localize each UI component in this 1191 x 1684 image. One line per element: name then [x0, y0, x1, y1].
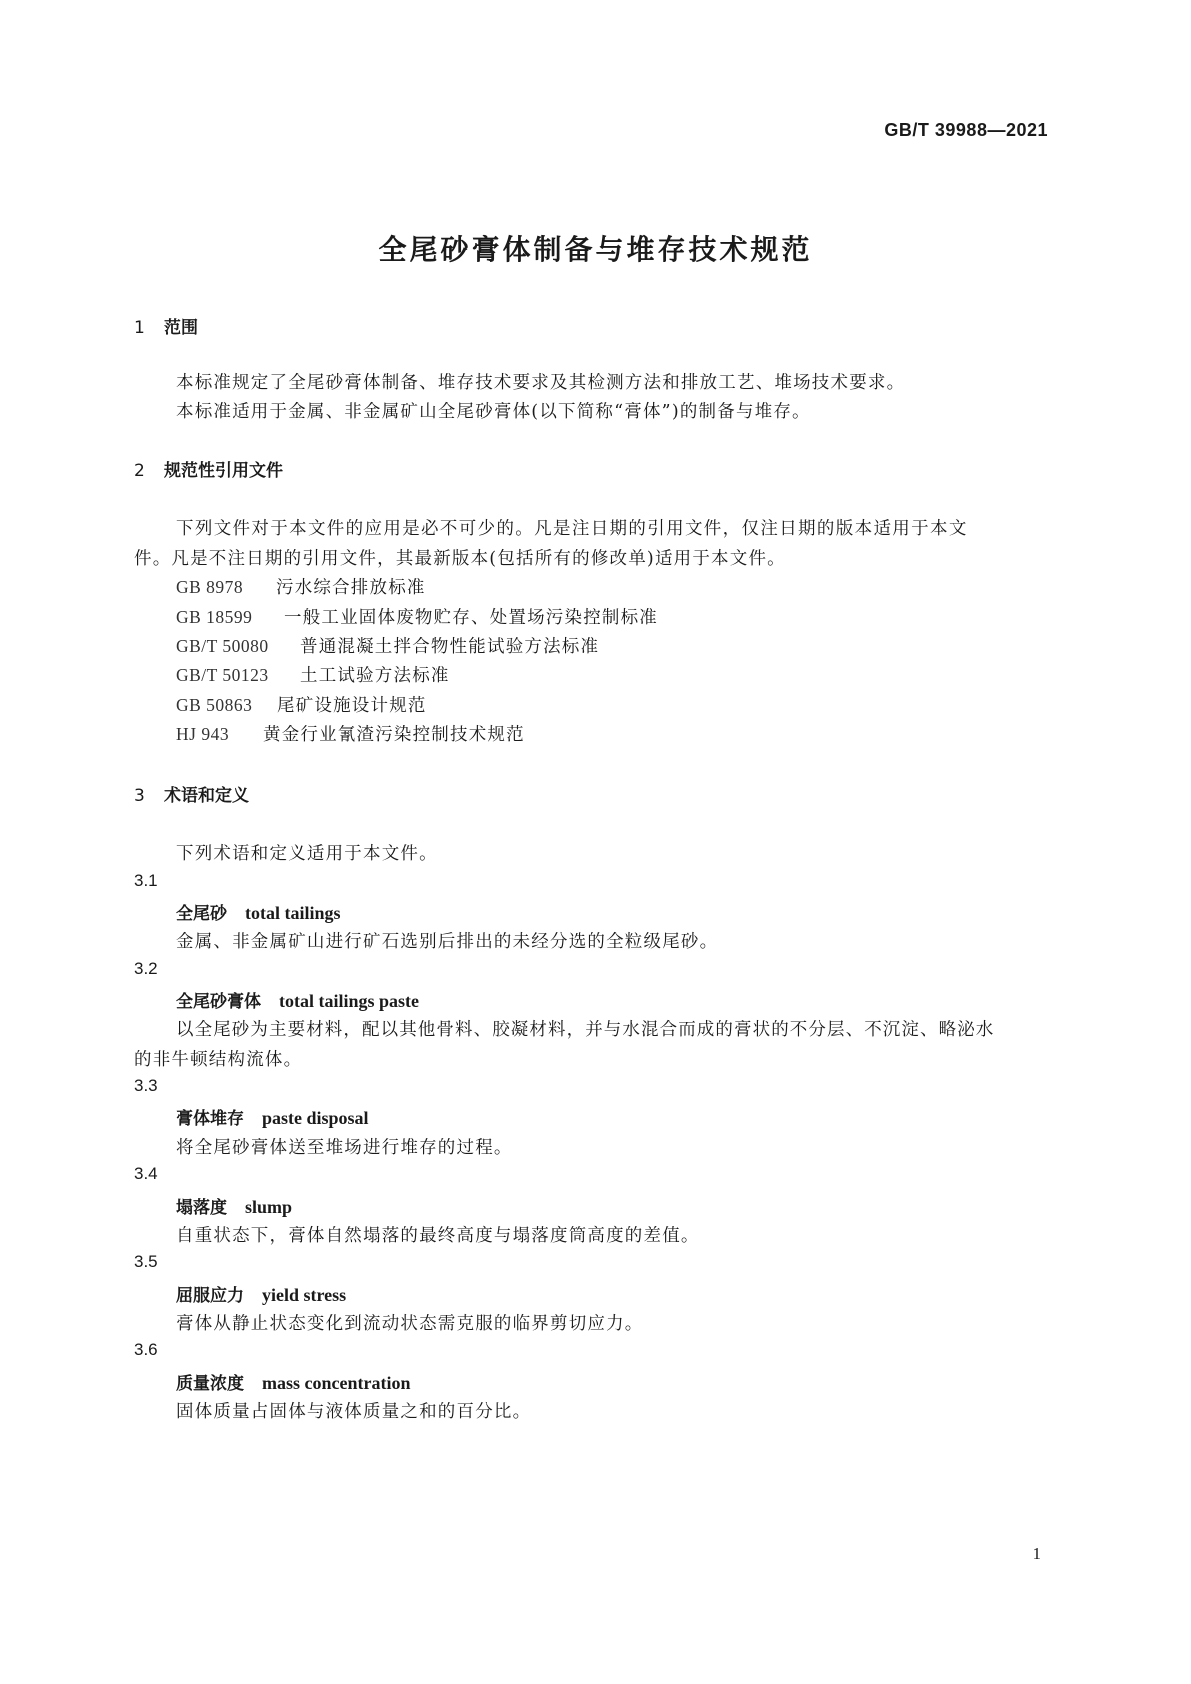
- paragraph: 本标准规定了全尾砂膏体制备、堆存技术要求及其检测方法和排放工艺、堆场技术要求。: [176, 373, 906, 393]
- reference-title: 尾矿设施设计规范: [277, 696, 427, 716]
- term-definition: 将全尾砂膏体送至堆场进行堆存的过程。: [176, 1138, 513, 1158]
- term-zh: 质量浓度: [176, 1374, 244, 1394]
- section-2-heading: [134, 456, 283, 481]
- section-title: 规范性引用文件: [164, 461, 283, 481]
- reference-item: [176, 574, 426, 599]
- reference-item: [176, 633, 599, 658]
- term-zh: 塌落度: [176, 1198, 227, 1218]
- term-number: 3.1: [134, 871, 158, 890]
- term-definition: 以全尾砂为主要材料，配以其他骨料、胶凝材料，并与水混合而成的膏状的不分层、不沉淀、略泌水: [176, 1020, 995, 1040]
- term-zh: 全尾砂膏体: [176, 992, 261, 1012]
- term-en: total tailings paste: [279, 991, 420, 1011]
- term-en: mass concentration: [262, 1373, 411, 1393]
- section-number: 1: [134, 318, 145, 338]
- page-number: 1: [1032, 1544, 1041, 1563]
- term-definition: 自重状态下，膏体自然塌落的最终高度与塌落度筒高度的差值。: [176, 1226, 700, 1246]
- reference-code: GB 8978: [176, 577, 244, 597]
- term-number: 3.2: [134, 959, 158, 978]
- reference-code: GB 18599: [176, 607, 253, 627]
- term-en: slump: [245, 1197, 293, 1217]
- term-number: 3.6: [134, 1340, 158, 1359]
- term-definition: 金属、非金属矿山进行矿石选别后排出的未经分选的全粒级尾砂。: [176, 932, 719, 952]
- term-en: total tailings: [245, 903, 341, 923]
- term-heading: [176, 1193, 292, 1218]
- reference-title: 土工试验方法标准: [300, 666, 450, 686]
- reference-title: 普通混凝土拌合物性能试验方法标准: [300, 637, 600, 657]
- term-zh: 膏体堆存: [176, 1109, 244, 1129]
- section-title: 术语和定义: [164, 786, 249, 806]
- reference-code: GB 50863: [176, 695, 253, 715]
- reference-code: HJ 943: [176, 724, 230, 744]
- term-definition: 膏体从静止状态变化到流动状态需克服的临界剪切应力。: [176, 1314, 644, 1334]
- term-en: paste disposal: [262, 1108, 369, 1128]
- reference-title: 一般工业固体废物贮存、处置场污染控制标准: [284, 608, 658, 628]
- section-1-heading: [134, 313, 198, 338]
- term-en: yield stress: [262, 1285, 347, 1305]
- term-heading: [176, 1281, 346, 1306]
- paragraph: 本标准适用于金属、非金属矿山全尾砂膏体(以下简称“膏体”)的制备与堆存。: [176, 402, 811, 422]
- reference-item: [176, 604, 658, 629]
- standard-number: GB/T 39988—2021: [884, 120, 1048, 140]
- reference-item: [176, 721, 525, 746]
- term-number: 3.3: [134, 1076, 158, 1095]
- term-heading: [176, 899, 341, 924]
- reference-item: [176, 662, 450, 687]
- document-title: 全尾砂膏体制备与堆存技术规范: [378, 233, 813, 266]
- term-number: 3.4: [134, 1164, 158, 1183]
- term-heading: [176, 1104, 369, 1129]
- section-number: 3: [134, 786, 145, 806]
- section-3-heading: [134, 781, 249, 806]
- term-heading: [176, 987, 419, 1012]
- reference-title: 污水综合排放标准: [276, 578, 426, 598]
- term-heading: [176, 1369, 410, 1394]
- term-number: 3.5: [134, 1252, 158, 1271]
- section-title: 范围: [164, 318, 198, 338]
- term-zh: 屈服应力: [176, 1286, 244, 1306]
- term-definition: 的非牛顿结构流体。: [134, 1050, 303, 1070]
- section-number: 2: [134, 461, 145, 481]
- reference-item: [176, 692, 427, 717]
- reference-code: GB/T 50123: [176, 665, 269, 685]
- reference-code: GB/T 50080: [176, 636, 269, 656]
- paragraph: 下列术语和定义适用于本文件。: [176, 844, 438, 864]
- reference-title: 黄金行业氰渣污染控制技术规范: [263, 725, 525, 745]
- paragraph: 件。凡是不注日期的引用文件，其最新版本(包括所有的修改单)适用于本文件。: [134, 549, 786, 569]
- paragraph: 下列文件对于本文件的应用是必不可少的。凡是注日期的引用文件，仅注日期的版本适用于本文: [176, 519, 968, 539]
- term-zh: 全尾砂: [176, 904, 227, 924]
- term-definition: 固体质量占固体与液体质量之和的百分比。: [176, 1402, 532, 1422]
